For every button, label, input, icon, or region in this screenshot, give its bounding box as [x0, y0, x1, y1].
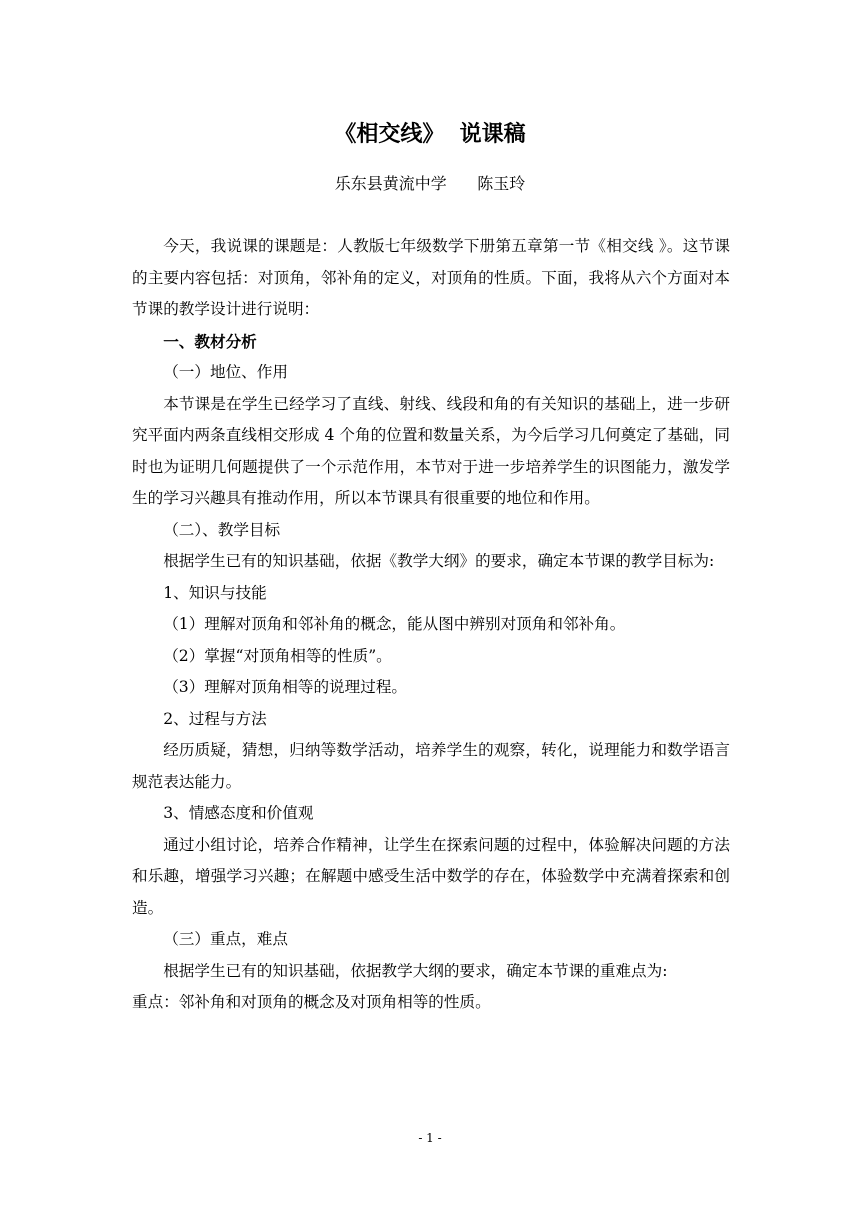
author-line: 乐东县黄流中学 陈玉玲	[334, 174, 526, 193]
document-body	[132, 231, 730, 1019]
goal-item: （2）掌握“对顶角相等的性质”。	[163, 646, 392, 665]
page-number: - 1 -	[418, 1131, 442, 1145]
process-method-paragraph: 经历质疑，猜想，归纳等数学活动，培养学生的观察，转化，说理能力和数学语言规范表达能力。	[132, 741, 730, 791]
goal-item: （1）理解对顶角和邻补角的概念，能从图中辨别对顶角和邻补角。	[163, 615, 626, 633]
attitude-values-paragraph: 通过小组讨论，培养合作精神，让学生在探索问题的过程中，体验解决问题的方法和乐趣，增强学习兴趣；在解题中感受生活中数学的存在，体验数学中充满着探索和创造。	[132, 835, 730, 917]
subheading-teaching-goals: （二）、教学目标	[163, 520, 281, 539]
goal-process-method-heading: 2、过程与方法	[163, 709, 267, 728]
goal-attitude-values-heading: 3、情感态度和价值观	[163, 804, 314, 822]
subheading-key-difficult-points: （三）重点，难点	[163, 930, 288, 948]
goal-knowledge-skills-heading: 1、知识与技能	[163, 583, 267, 602]
document-title: 《相交线》 说课稿	[334, 121, 526, 147]
position-role-paragraph: 本节课是在学生已经学习了直线、射线、线段和角的有关知识的基础上，进一步研究平面内两条直线相交形成 4 个角的位置和数量关系，为今后学习几何奠定了基础，同时也为证明几何题提供了一个示范作用，本节对于进一步培养学生的识图能力，激发学生的学习兴趣具有推动作用，所以本节课具有很重要的地位和作用。	[132, 394, 730, 507]
goal-item: （3）理解对顶角相等的说理过程。	[163, 678, 408, 696]
key-difficult-paragraph: 根据学生已有的知识基础，依据教学大纲的要求，确定本节课的重难点为:	[163, 961, 668, 980]
section-heading-textbook-analysis: 一、教材分析	[163, 331, 257, 351]
teaching-goals-paragraph: 根据学生已有的知识基础，依据《教学大纲》的要求，确定本节课的教学目标为:	[163, 552, 715, 570]
key-points-line: 重点：邻补角和对顶角的概念及对顶角相等的性质。	[132, 993, 491, 1011]
intro-paragraph: 今天，我说课的课题是：人教版七年级数学下册第五章第一节《相交线 》。这节课的主要内容包括：对顶角，邻补角的定义，对顶角的性质。下面，我将从六个方面对本节课的教学设计进行说明：	[132, 237, 730, 318]
subheading-position-role: （一）地位、作用	[163, 363, 288, 381]
